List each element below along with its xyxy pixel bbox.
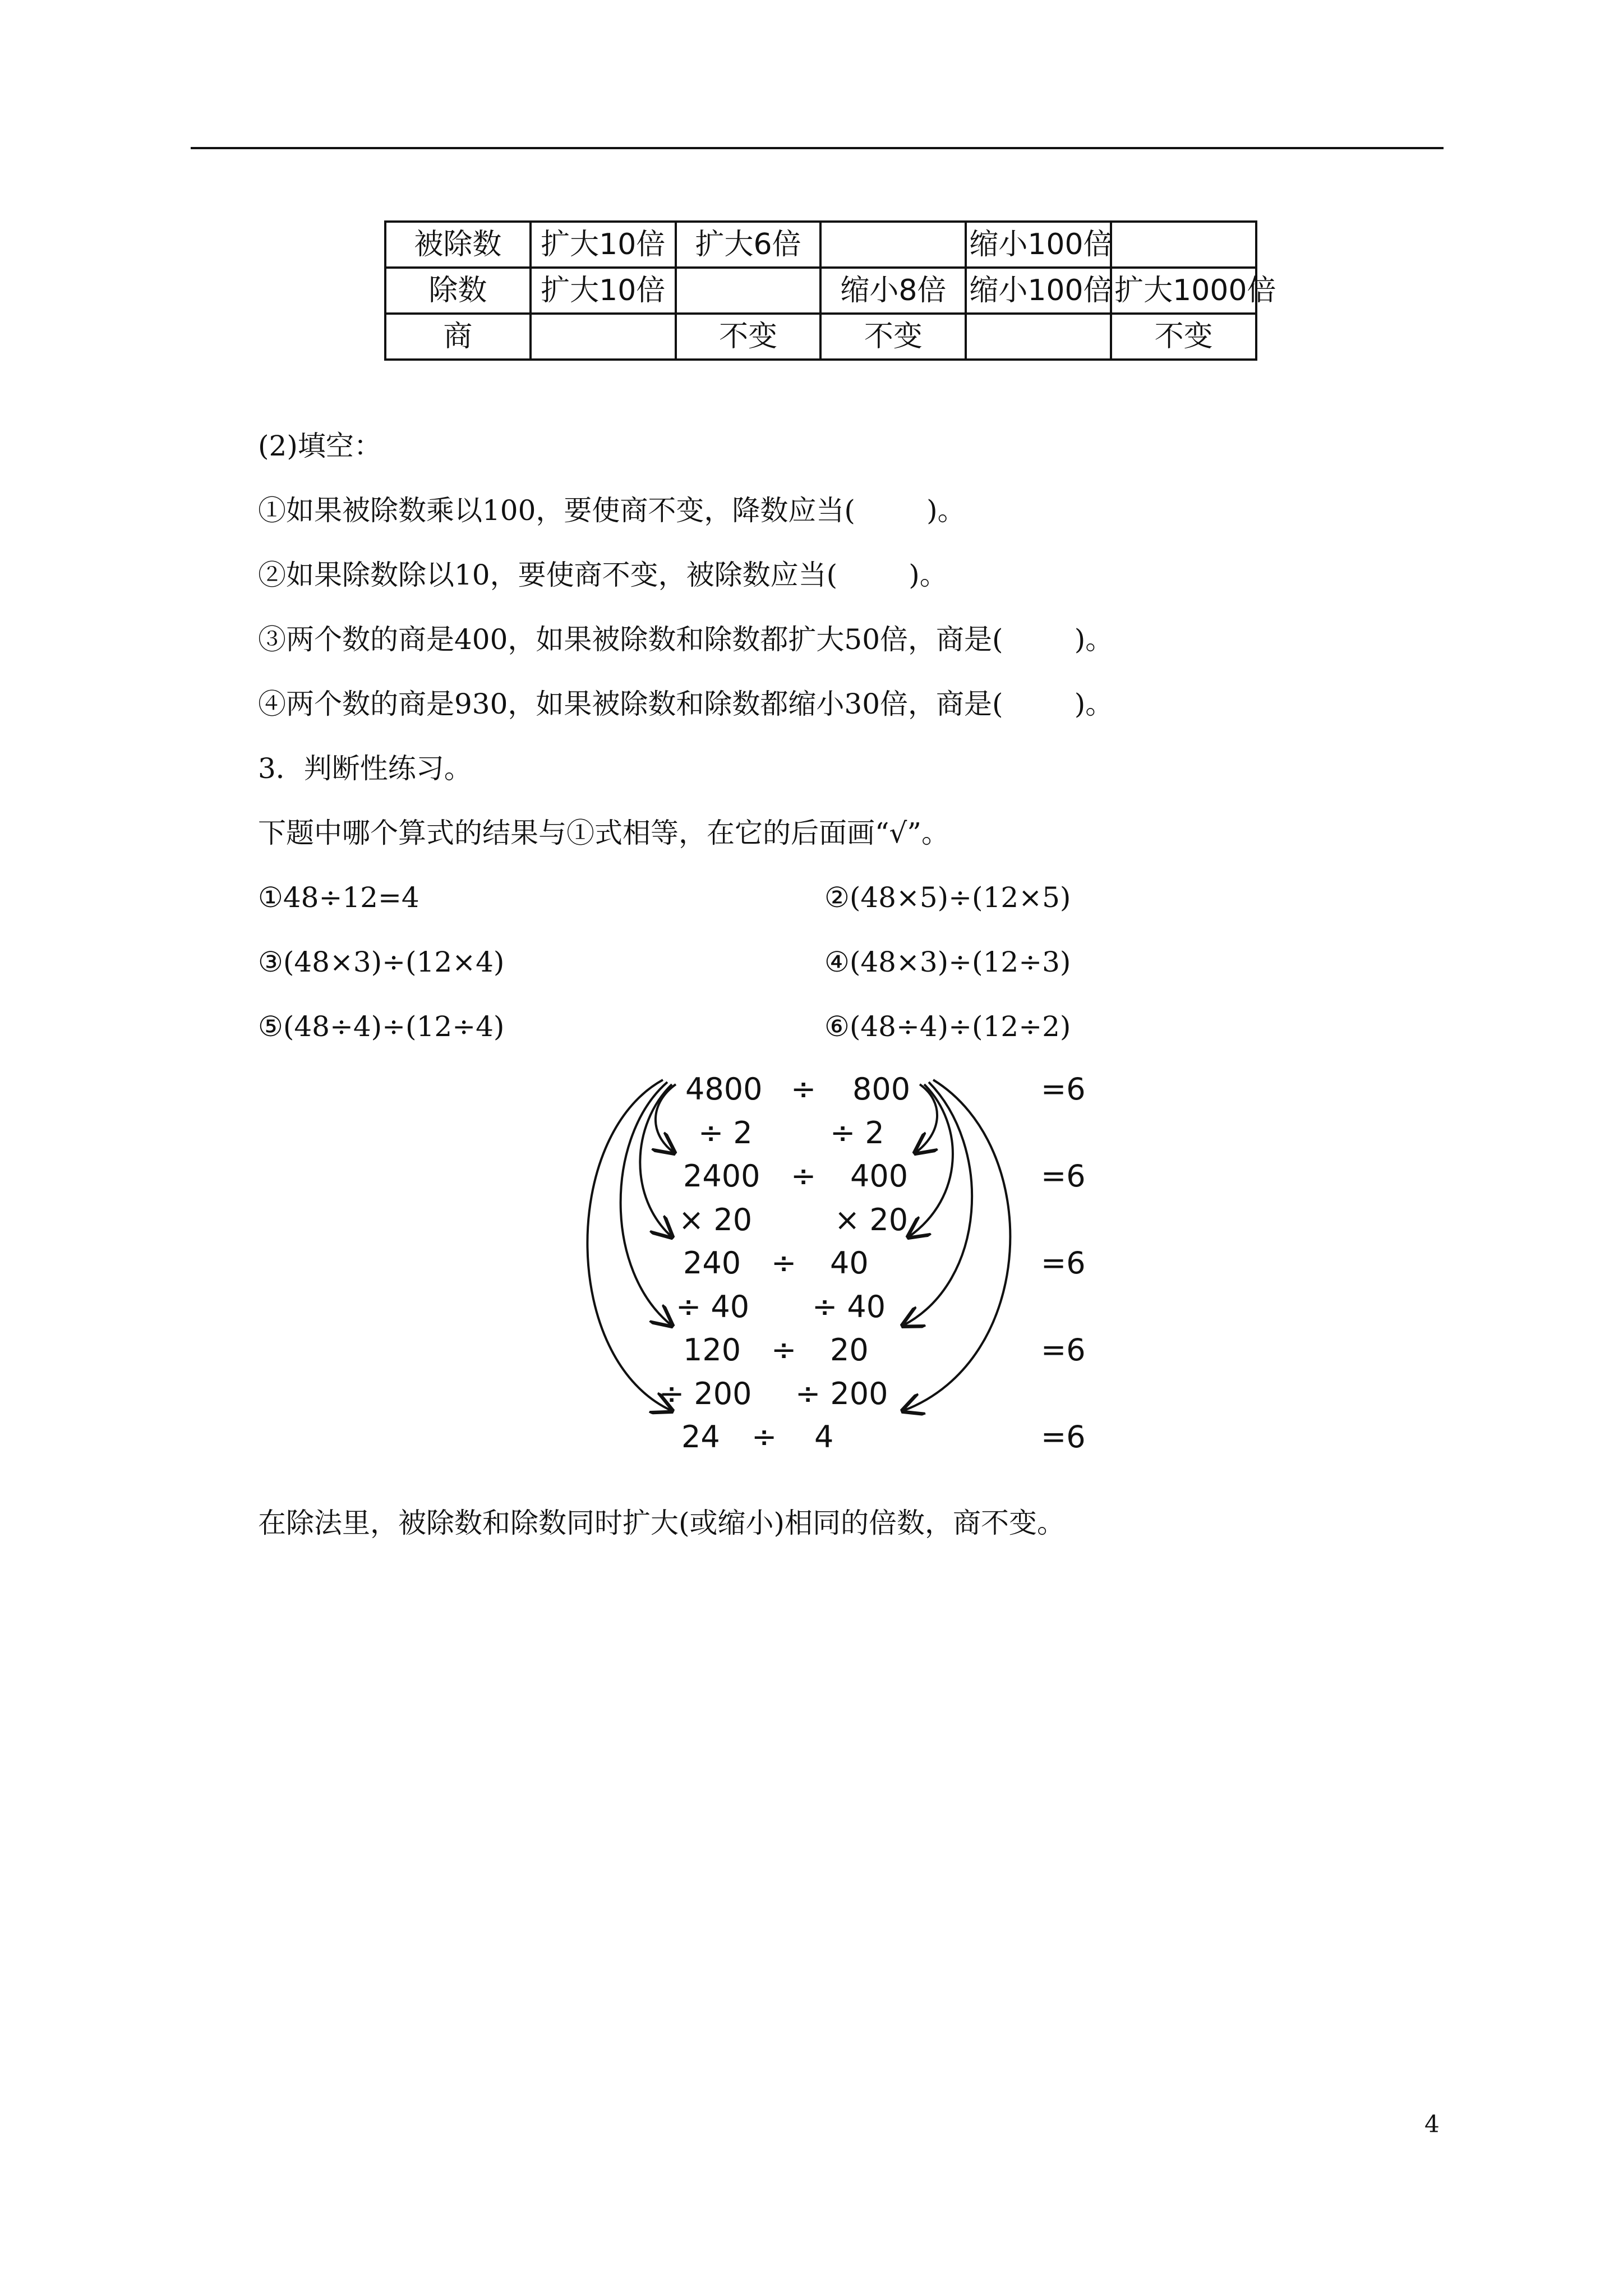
dividend: 240 [683,1245,741,1281]
dividend: 2400 [683,1158,760,1194]
table-cell [966,314,1111,360]
table-cell: 扩大10倍 [531,268,676,314]
dividend: 4800 [685,1071,763,1107]
operation-label: ÷ 40 [676,1289,750,1324]
arrow-right-2 [909,1084,953,1237]
result: =6 [1041,1332,1086,1368]
table-cell: 扩大10倍 [531,222,676,268]
divisor: 4 [814,1419,834,1455]
instruction-text: 下题中哪个算式的结果与①式相等，在它的后面画“√”。 [258,817,949,849]
dividend: 120 [683,1332,741,1368]
operation-label: ÷ 200 [659,1376,752,1411]
fill-in-item: ④两个数的商是930，如果被除数和除数都缩小30倍，商是( )。 [258,688,1114,720]
table-cell: 不变 [820,314,966,360]
table-row [385,314,1256,360]
operation-label: × 20 [834,1202,909,1237]
fill-in-item: ③两个数的商是400，如果被除数和除数都扩大50倍，商是( )。 [258,623,1114,656]
divide-sign: ÷ [771,1332,797,1368]
table-cell: 除数 [385,268,531,314]
table-cell: 商 [385,314,531,360]
arrow-right-4 [903,1080,1010,1411]
quotient-table [384,220,1276,361]
divide-sign: ÷ [791,1158,817,1194]
fill-in-item: ①如果被除数乘以100，要使商不变，降数应当( )。 [258,494,966,527]
table-cell: 扩大6倍 [676,222,821,268]
equation-item: ①48÷12=4 [258,881,419,914]
division-invariance-diagram [538,1069,1099,1473]
page-number: 4 [1424,2110,1440,2138]
arrow-left-1 [656,1084,676,1153]
fill-in-title: (2)填空： [258,430,382,462]
equation-item: ⑤(48÷4)÷(12÷4) [258,1010,505,1043]
table-cell [1111,222,1256,268]
divide-sign: ÷ [771,1245,797,1281]
conclusion-text: 在除法里，被除数和除数同时扩大(或缩小)相同的倍数，商不变。 [258,1507,1066,1539]
table-cell [820,222,966,268]
table-cell: 缩小100倍 [966,222,1111,268]
table-cell [676,268,821,314]
operation-label: × 20 [679,1202,753,1237]
header-rule [191,147,1444,149]
table-cell [531,314,676,360]
table-cell: 缩小100倍 [966,268,1111,314]
operation-label: ÷ 40 [812,1289,886,1324]
divide-sign: ÷ [751,1419,777,1455]
result: =6 [1041,1071,1086,1107]
operation-label: ÷ 200 [795,1376,888,1411]
operation-label: ÷ 2 [698,1115,753,1151]
result: =6 [1041,1245,1086,1281]
divisor: 800 [852,1071,911,1107]
equation-item: ④(48×3)÷(12÷3) [824,946,1071,978]
fill-in-item: ②如果除数除以10，要使商不变，被除数应当( )。 [258,559,948,591]
divisor: 400 [850,1158,909,1194]
result: =6 [1041,1419,1086,1455]
dividend: 24 [681,1419,720,1455]
table-cell: 缩小8倍 [820,268,966,314]
result: =6 [1041,1158,1086,1194]
divide-sign: ÷ [791,1071,817,1107]
table-cell: 被除数 [385,222,531,268]
operation-label: ÷ 2 [830,1115,884,1151]
arrow-left-3 [621,1082,672,1326]
table-cell: 扩大1000倍 [1111,268,1256,314]
table-cell: 不变 [1111,314,1256,360]
arrow-lines [538,1069,1099,1473]
table-row [385,222,1256,268]
equation-item: ③(48×3)÷(12×4) [258,946,505,978]
section-title: 3．判断性练习。 [258,752,472,785]
table-row [385,268,1256,314]
equation-item: ⑥(48÷4)÷(12÷2) [824,1010,1071,1043]
divisor: 20 [830,1332,869,1368]
arrow-left-4 [587,1080,672,1411]
equation-item: ②(48×5)÷(12×5) [824,881,1071,914]
divisor: 40 [830,1245,869,1281]
table-cell: 不变 [676,314,821,360]
